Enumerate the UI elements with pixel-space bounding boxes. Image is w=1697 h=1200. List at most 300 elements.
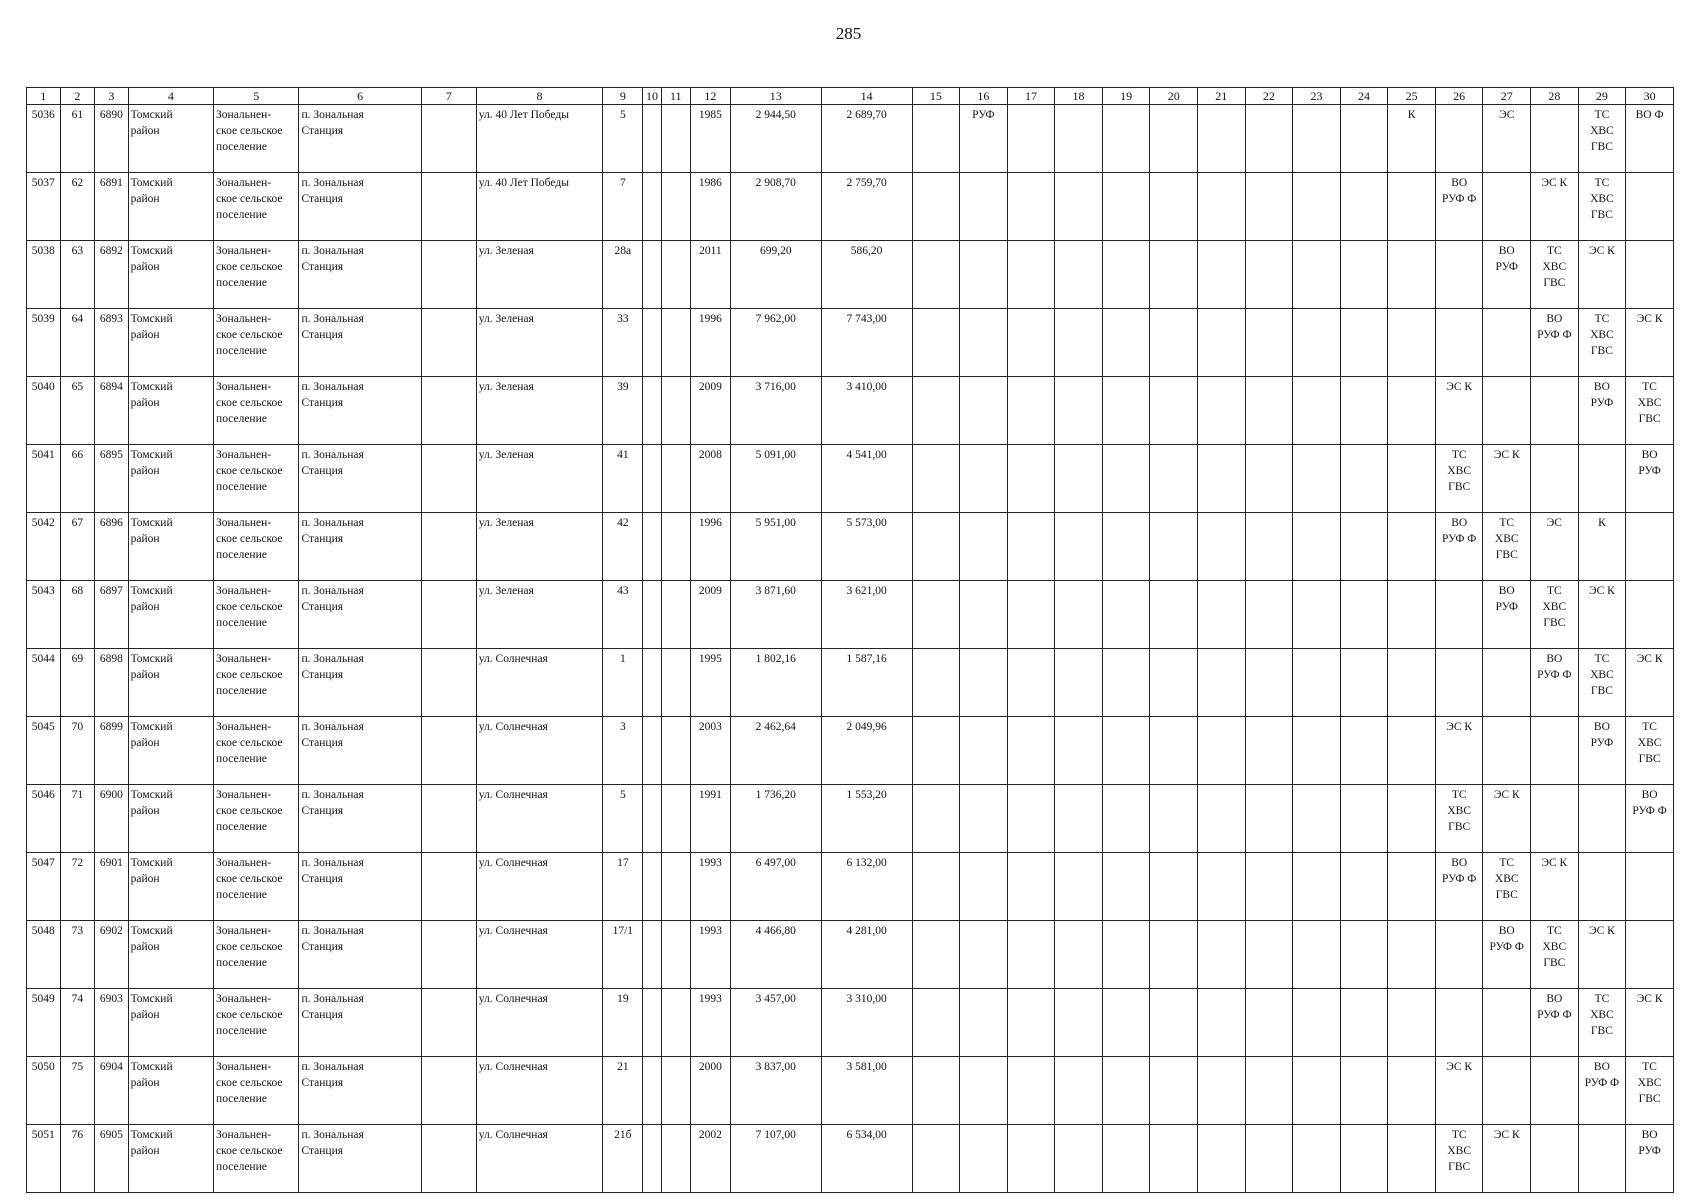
column-header-22: 22 — [1245, 88, 1293, 105]
cell-col-22 — [1245, 717, 1293, 785]
cell-col-14: 4 281,00 — [821, 921, 912, 989]
cell-col-20 — [1150, 1057, 1198, 1125]
cell-col-4: Томский район — [128, 309, 213, 377]
cell-col-8: ул. Зеленая — [476, 581, 603, 649]
cell-col-3: 6905 — [95, 1125, 129, 1193]
cell-col-2: 63 — [60, 241, 95, 309]
cell-col-15 — [912, 989, 960, 1057]
cell-col-18 — [1055, 513, 1103, 581]
cell-col-11 — [661, 309, 690, 377]
cell-col-26: ВО РУФ Ф — [1435, 853, 1483, 921]
cell-col-23 — [1293, 717, 1341, 785]
table-row — [27, 445, 1674, 513]
cell-col-7 — [421, 1057, 476, 1125]
table-row — [27, 921, 1674, 989]
cell-col-26 — [1435, 581, 1483, 649]
cell-col-5: Зональнен- ское сельское поселение — [214, 785, 299, 853]
cell-col-18 — [1055, 921, 1103, 989]
cell-col-13: 2 462,64 — [730, 717, 821, 785]
cell-col-24 — [1340, 717, 1388, 785]
cell-col-14: 4 541,00 — [821, 445, 912, 513]
cell-col-18 — [1055, 1057, 1103, 1125]
cell-col-18 — [1055, 445, 1103, 513]
cell-col-20 — [1150, 853, 1198, 921]
cell-col-12: 2009 — [690, 581, 730, 649]
cell-col-24 — [1340, 105, 1388, 173]
cell-col-10 — [643, 1125, 661, 1193]
cell-col-28: ТС ХВС ГВС — [1531, 581, 1579, 649]
cell-col-14: 6 534,00 — [821, 1125, 912, 1193]
cell-col-7 — [421, 241, 476, 309]
cell-col-29 — [1578, 853, 1626, 921]
cell-col-22 — [1245, 1057, 1293, 1125]
cell-col-2: 70 — [60, 717, 95, 785]
cell-col-13: 6 497,00 — [730, 853, 821, 921]
column-header-19: 19 — [1102, 88, 1150, 105]
cell-col-11 — [661, 241, 690, 309]
cell-col-10 — [643, 377, 661, 445]
cell-col-19 — [1102, 581, 1150, 649]
cell-col-14: 586,20 — [821, 241, 912, 309]
cell-col-3: 6895 — [95, 445, 129, 513]
cell-col-3: 6896 — [95, 513, 129, 581]
cell-col-29: ЭС К — [1578, 921, 1626, 989]
cell-col-30: ТС ХВС ГВС — [1626, 717, 1674, 785]
cell-col-16 — [960, 1057, 1008, 1125]
cell-col-10 — [643, 105, 661, 173]
cell-col-5: Зональнен- ское сельское поселение — [214, 717, 299, 785]
cell-col-11 — [661, 377, 690, 445]
cell-col-7 — [421, 921, 476, 989]
cell-col-3: 6897 — [95, 581, 129, 649]
column-header-30: 30 — [1626, 88, 1674, 105]
cell-col-22 — [1245, 513, 1293, 581]
cell-col-9: 5 — [603, 785, 643, 853]
cell-col-2: 66 — [60, 445, 95, 513]
cell-col-12: 1995 — [690, 649, 730, 717]
cell-col-15 — [912, 581, 960, 649]
column-header-15: 15 — [912, 88, 960, 105]
cell-col-25 — [1388, 785, 1436, 853]
cell-col-25 — [1388, 853, 1436, 921]
column-header-9: 9 — [603, 88, 643, 105]
cell-col-27: ЭС К — [1483, 1125, 1531, 1193]
cell-col-11 — [661, 921, 690, 989]
cell-col-7 — [421, 989, 476, 1057]
table-row — [27, 241, 1674, 309]
cell-col-26: ЭС К — [1435, 377, 1483, 445]
column-header-5: 5 — [214, 88, 299, 105]
cell-col-2: 76 — [60, 1125, 95, 1193]
cell-col-23 — [1293, 1125, 1341, 1193]
cell-col-7 — [421, 853, 476, 921]
cell-col-19 — [1102, 717, 1150, 785]
cell-col-29: ЭС К — [1578, 241, 1626, 309]
cell-col-6: п. Зональная Станция — [299, 377, 421, 445]
cell-col-19 — [1102, 513, 1150, 581]
cell-col-1: 5048 — [27, 921, 61, 989]
cell-col-8: ул. Солнечная — [476, 989, 603, 1057]
cell-col-30 — [1626, 241, 1674, 309]
cell-col-5: Зональнен- ское сельское поселение — [214, 581, 299, 649]
cell-col-23 — [1293, 445, 1341, 513]
cell-col-13: 7 962,00 — [730, 309, 821, 377]
cell-col-12: 2003 — [690, 717, 730, 785]
cell-col-15 — [912, 377, 960, 445]
cell-col-29 — [1578, 1125, 1626, 1193]
cell-col-8: ул. 40 Лет Победы — [476, 105, 603, 173]
cell-col-30: ЭС К — [1626, 309, 1674, 377]
cell-col-8: ул. Солнечная — [476, 1057, 603, 1125]
cell-col-10 — [643, 649, 661, 717]
cell-col-23 — [1293, 105, 1341, 173]
cell-col-24 — [1340, 785, 1388, 853]
cell-col-10 — [643, 921, 661, 989]
cell-col-14: 5 573,00 — [821, 513, 912, 581]
cell-col-19 — [1102, 853, 1150, 921]
cell-col-17 — [1007, 717, 1055, 785]
cell-col-14: 7 743,00 — [821, 309, 912, 377]
cell-col-29: ВО РУФ — [1578, 377, 1626, 445]
cell-col-21 — [1198, 989, 1246, 1057]
cell-col-17 — [1007, 989, 1055, 1057]
cell-col-8: ул. Солнечная — [476, 1125, 603, 1193]
cell-col-20 — [1150, 173, 1198, 241]
cell-col-29: К — [1578, 513, 1626, 581]
cell-col-2: 74 — [60, 989, 95, 1057]
cell-col-29: ЭС К — [1578, 581, 1626, 649]
cell-col-20 — [1150, 989, 1198, 1057]
cell-col-8: ул. Зеленая — [476, 377, 603, 445]
cell-col-27 — [1483, 989, 1531, 1057]
cell-col-26: ВО РУФ Ф — [1435, 513, 1483, 581]
cell-col-12: 2009 — [690, 377, 730, 445]
cell-col-10 — [643, 309, 661, 377]
cell-col-15 — [912, 853, 960, 921]
cell-col-3: 6890 — [95, 105, 129, 173]
cell-col-18 — [1055, 241, 1103, 309]
cell-col-30: ВО РУФ Ф — [1626, 785, 1674, 853]
cell-col-17 — [1007, 105, 1055, 173]
cell-col-27 — [1483, 173, 1531, 241]
cell-col-3: 6900 — [95, 785, 129, 853]
cell-col-13: 3 837,00 — [730, 1057, 821, 1125]
column-header-8: 8 — [476, 88, 603, 105]
cell-col-18 — [1055, 377, 1103, 445]
cell-col-19 — [1102, 309, 1150, 377]
cell-col-13: 4 466,80 — [730, 921, 821, 989]
cell-col-17 — [1007, 445, 1055, 513]
cell-col-30 — [1626, 581, 1674, 649]
cell-col-2: 71 — [60, 785, 95, 853]
cell-col-16 — [960, 445, 1008, 513]
cell-col-9: 5 — [603, 105, 643, 173]
column-header-6: 6 — [299, 88, 421, 105]
cell-col-28: ВО РУФ Ф — [1531, 309, 1579, 377]
cell-col-16 — [960, 173, 1008, 241]
cell-col-3: 6893 — [95, 309, 129, 377]
cell-col-21 — [1198, 309, 1246, 377]
cell-col-2: 69 — [60, 649, 95, 717]
cell-col-7 — [421, 717, 476, 785]
cell-col-10 — [643, 1057, 661, 1125]
cell-col-26 — [1435, 921, 1483, 989]
cell-col-5: Зональнен- ское сельское поселение — [214, 241, 299, 309]
column-header-1: 1 — [27, 88, 61, 105]
cell-col-25 — [1388, 513, 1436, 581]
cell-col-9: 17/1 — [603, 921, 643, 989]
table-row — [27, 309, 1674, 377]
cell-col-4: Томский район — [128, 241, 213, 309]
cell-col-21 — [1198, 173, 1246, 241]
cell-col-30: ВО РУФ — [1626, 445, 1674, 513]
cell-col-8: ул. Зеленая — [476, 309, 603, 377]
cell-col-16: РУФ — [960, 105, 1008, 173]
cell-col-5: Зональнен- ское сельское поселение — [214, 105, 299, 173]
cell-col-5: Зональнен- ское сельское поселение — [214, 377, 299, 445]
cell-col-20 — [1150, 105, 1198, 173]
cell-col-15 — [912, 513, 960, 581]
cell-col-4: Томский район — [128, 921, 213, 989]
cell-col-13: 7 107,00 — [730, 1125, 821, 1193]
cell-col-7 — [421, 1125, 476, 1193]
cell-col-5: Зональнен- ское сельское поселение — [214, 445, 299, 513]
cell-col-6: п. Зональная Станция — [299, 1125, 421, 1193]
cell-col-12: 1985 — [690, 105, 730, 173]
cell-col-6: п. Зональная Станция — [299, 1057, 421, 1125]
cell-col-29 — [1578, 445, 1626, 513]
cell-col-14: 3 410,00 — [821, 377, 912, 445]
table-row — [27, 377, 1674, 445]
cell-col-21 — [1198, 377, 1246, 445]
cell-col-27 — [1483, 377, 1531, 445]
cell-col-22 — [1245, 173, 1293, 241]
cell-col-19 — [1102, 445, 1150, 513]
cell-col-2: 75 — [60, 1057, 95, 1125]
cell-col-30 — [1626, 513, 1674, 581]
cell-col-14: 1 553,20 — [821, 785, 912, 853]
cell-col-17 — [1007, 785, 1055, 853]
cell-col-29: ТС ХВС ГВС — [1578, 989, 1626, 1057]
cell-col-3: 6903 — [95, 989, 129, 1057]
cell-col-16 — [960, 649, 1008, 717]
cell-col-11 — [661, 105, 690, 173]
cell-col-6: п. Зональная Станция — [299, 513, 421, 581]
cell-col-2: 72 — [60, 853, 95, 921]
cell-col-23 — [1293, 309, 1341, 377]
cell-col-7 — [421, 445, 476, 513]
cell-col-11 — [661, 853, 690, 921]
cell-col-28 — [1531, 1125, 1579, 1193]
cell-col-17 — [1007, 173, 1055, 241]
cell-col-11 — [661, 513, 690, 581]
cell-col-19 — [1102, 785, 1150, 853]
cell-col-28: ТС ХВС ГВС — [1531, 241, 1579, 309]
cell-col-4: Томский район — [128, 1057, 213, 1125]
cell-col-3: 6898 — [95, 649, 129, 717]
cell-col-19 — [1102, 921, 1150, 989]
column-header-29: 29 — [1578, 88, 1626, 105]
cell-col-23 — [1293, 989, 1341, 1057]
cell-col-6: п. Зональная Станция — [299, 989, 421, 1057]
column-header-2: 2 — [60, 88, 95, 105]
cell-col-19 — [1102, 649, 1150, 717]
cell-col-4: Томский район — [128, 105, 213, 173]
cell-col-30: ВО Ф — [1626, 105, 1674, 173]
cell-col-16 — [960, 581, 1008, 649]
cell-col-17 — [1007, 581, 1055, 649]
cell-col-20 — [1150, 1125, 1198, 1193]
cell-col-16 — [960, 241, 1008, 309]
cell-col-4: Томский район — [128, 377, 213, 445]
cell-col-6: п. Зональная Станция — [299, 717, 421, 785]
cell-col-2: 64 — [60, 309, 95, 377]
cell-col-17 — [1007, 1057, 1055, 1125]
cell-col-29: ТС ХВС ГВС — [1578, 309, 1626, 377]
table-row — [27, 649, 1674, 717]
cell-col-30 — [1626, 853, 1674, 921]
cell-col-21 — [1198, 105, 1246, 173]
cell-col-1: 5038 — [27, 241, 61, 309]
cell-col-30: ЭС К — [1626, 649, 1674, 717]
cell-col-25 — [1388, 1057, 1436, 1125]
column-header-10: 10 — [643, 88, 661, 105]
cell-col-17 — [1007, 513, 1055, 581]
table-row — [27, 173, 1674, 241]
cell-col-9: 3 — [603, 717, 643, 785]
cell-col-22 — [1245, 1125, 1293, 1193]
cell-col-13: 3 457,00 — [730, 989, 821, 1057]
cell-col-15 — [912, 309, 960, 377]
cell-col-21 — [1198, 241, 1246, 309]
cell-col-7 — [421, 581, 476, 649]
cell-col-18 — [1055, 785, 1103, 853]
cell-col-3: 6892 — [95, 241, 129, 309]
cell-col-13: 1 736,20 — [730, 785, 821, 853]
cell-col-12: 1993 — [690, 853, 730, 921]
cell-col-28 — [1531, 717, 1579, 785]
cell-col-23 — [1293, 581, 1341, 649]
cell-col-1: 5039 — [27, 309, 61, 377]
table-row — [27, 581, 1674, 649]
cell-col-20 — [1150, 785, 1198, 853]
cell-col-19 — [1102, 989, 1150, 1057]
cell-col-30: ТС ХВС ГВС — [1626, 377, 1674, 445]
cell-col-25 — [1388, 377, 1436, 445]
cell-col-16 — [960, 921, 1008, 989]
cell-col-22 — [1245, 649, 1293, 717]
cell-col-26 — [1435, 105, 1483, 173]
cell-col-19 — [1102, 377, 1150, 445]
cell-col-21 — [1198, 1125, 1246, 1193]
cell-col-10 — [643, 989, 661, 1057]
cell-col-1: 5044 — [27, 649, 61, 717]
cell-col-7 — [421, 309, 476, 377]
cell-col-25 — [1388, 309, 1436, 377]
cell-col-23 — [1293, 377, 1341, 445]
cell-col-11 — [661, 717, 690, 785]
cell-col-22 — [1245, 445, 1293, 513]
cell-col-27 — [1483, 649, 1531, 717]
cell-col-9: 42 — [603, 513, 643, 581]
cell-col-14: 1 587,16 — [821, 649, 912, 717]
cell-col-16 — [960, 785, 1008, 853]
cell-col-2: 65 — [60, 377, 95, 445]
cell-col-10 — [643, 785, 661, 853]
column-header-21: 21 — [1198, 88, 1246, 105]
cell-col-13: 699,20 — [730, 241, 821, 309]
cell-col-9: 28а — [603, 241, 643, 309]
table-row — [27, 513, 1674, 581]
cell-col-9: 43 — [603, 581, 643, 649]
cell-col-24 — [1340, 1125, 1388, 1193]
cell-col-24 — [1340, 1057, 1388, 1125]
cell-col-21 — [1198, 513, 1246, 581]
cell-col-26 — [1435, 241, 1483, 309]
cell-col-22 — [1245, 581, 1293, 649]
cell-col-25 — [1388, 581, 1436, 649]
cell-col-15 — [912, 921, 960, 989]
cell-col-25 — [1388, 445, 1436, 513]
cell-col-18 — [1055, 853, 1103, 921]
cell-col-26: ТС ХВС ГВС — [1435, 445, 1483, 513]
cell-col-18 — [1055, 989, 1103, 1057]
cell-col-19 — [1102, 241, 1150, 309]
cell-col-4: Томский район — [128, 717, 213, 785]
cell-col-24 — [1340, 309, 1388, 377]
cell-col-22 — [1245, 921, 1293, 989]
cell-col-8: ул. Зеленая — [476, 513, 603, 581]
cell-col-5: Зональнен- ское сельское поселение — [214, 921, 299, 989]
cell-col-15 — [912, 445, 960, 513]
cell-col-21 — [1198, 853, 1246, 921]
cell-col-19 — [1102, 1125, 1150, 1193]
cell-col-26: ЭС К — [1435, 1057, 1483, 1125]
cell-col-1: 5041 — [27, 445, 61, 513]
cell-col-25 — [1388, 173, 1436, 241]
cell-col-16 — [960, 717, 1008, 785]
cell-col-6: п. Зональная Станция — [299, 581, 421, 649]
cell-col-9: 19 — [603, 989, 643, 1057]
cell-col-10 — [643, 513, 661, 581]
table-row — [27, 989, 1674, 1057]
cell-col-29: ТС ХВС ГВС — [1578, 173, 1626, 241]
cell-col-18 — [1055, 649, 1103, 717]
cell-col-7 — [421, 105, 476, 173]
cell-col-1: 5040 — [27, 377, 61, 445]
cell-col-25 — [1388, 1125, 1436, 1193]
cell-col-27: ТС ХВС ГВС — [1483, 853, 1531, 921]
cell-col-3: 6899 — [95, 717, 129, 785]
cell-col-26: ЭС К — [1435, 717, 1483, 785]
cell-col-22 — [1245, 785, 1293, 853]
cell-col-15 — [912, 1057, 960, 1125]
cell-col-2: 68 — [60, 581, 95, 649]
column-header-23: 23 — [1293, 88, 1341, 105]
cell-col-10 — [643, 445, 661, 513]
cell-col-2: 62 — [60, 173, 95, 241]
cell-col-16 — [960, 853, 1008, 921]
cell-col-4: Томский район — [128, 785, 213, 853]
cell-col-6: п. Зональная Станция — [299, 445, 421, 513]
cell-col-4: Томский район — [128, 853, 213, 921]
column-header-18: 18 — [1055, 88, 1103, 105]
cell-col-8: ул. Солнечная — [476, 649, 603, 717]
cell-col-15 — [912, 105, 960, 173]
cell-col-19 — [1102, 105, 1150, 173]
cell-col-17 — [1007, 921, 1055, 989]
cell-col-30: ЭС К — [1626, 989, 1674, 1057]
